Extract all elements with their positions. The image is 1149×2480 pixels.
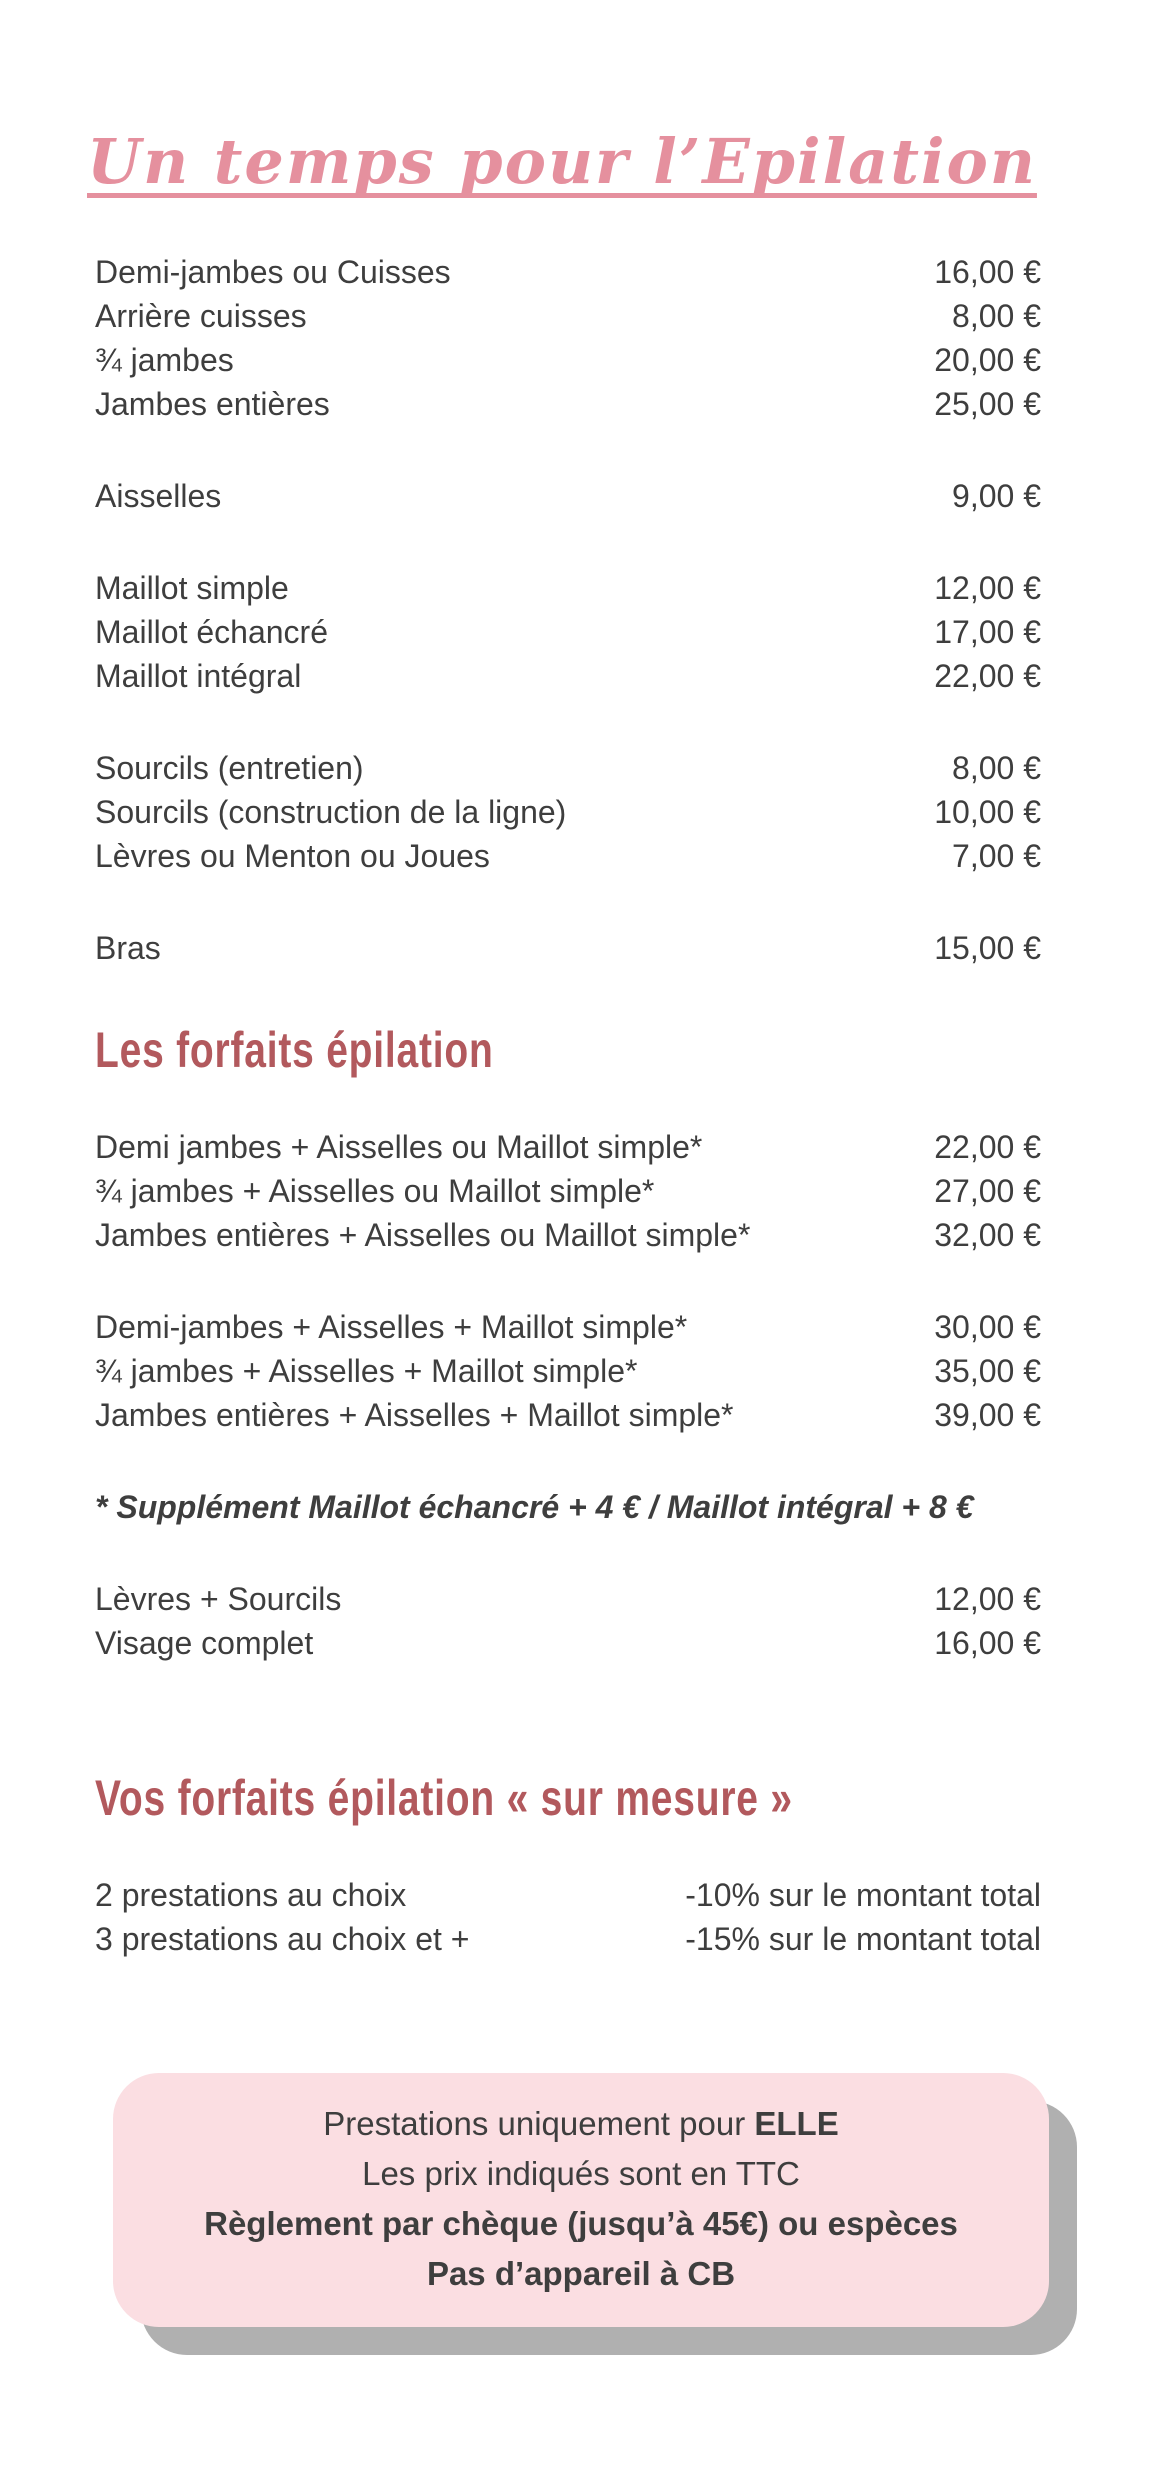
item-label: Jambes entières + Aisselles ou Maillot simple* xyxy=(95,1217,751,1254)
price-row xyxy=(95,654,1041,698)
info-line-no-card: Pas d’appareil à CB xyxy=(426,2255,736,2293)
info-box xyxy=(113,2073,1049,2327)
info-line-clientele-bold: ELLE xyxy=(754,2105,839,2143)
price-row xyxy=(95,1393,1041,1437)
info-line-clientele-text: Prestations uniquement pour xyxy=(323,2105,755,2143)
discount-label: 3 prestations au choix et + xyxy=(95,1921,470,1958)
section-heading-forfaits xyxy=(95,1023,1041,1077)
item-price: 8,00 € xyxy=(952,298,1041,335)
item-price: 12,00 € xyxy=(934,570,1041,607)
item-label: Sourcils (construction de la ligne) xyxy=(95,794,567,831)
item-price: 7,00 € xyxy=(952,838,1041,875)
item-price: 39,00 € xyxy=(934,1397,1041,1434)
price-row xyxy=(95,566,1041,610)
discount-value: -15% sur le montant total xyxy=(685,1921,1041,1958)
discount-value: -10% sur le montant total xyxy=(685,1877,1041,1914)
price-row xyxy=(95,250,1041,294)
item-price: 8,00 € xyxy=(952,750,1041,787)
page-title xyxy=(87,125,1041,198)
discount-row xyxy=(95,1873,1041,1917)
price-row xyxy=(95,834,1041,878)
price-row xyxy=(95,1169,1041,1213)
face-group xyxy=(95,746,1041,878)
price-row xyxy=(95,746,1041,790)
price-row xyxy=(95,1125,1041,1169)
item-label: Demi-jambes + Aisselles + Maillot simple* xyxy=(95,1309,688,1346)
item-label: ¾ jambes xyxy=(95,342,234,379)
page-title-text: Un temps pour l’Epilation xyxy=(87,125,1037,198)
item-label: Lèvres ou Menton ou Joues xyxy=(95,838,490,875)
item-price: 10,00 € xyxy=(934,794,1041,831)
item-price: 22,00 € xyxy=(934,658,1041,695)
item-label: ¾ jambes + Aisselles ou Maillot simple* xyxy=(95,1173,655,1210)
discount-row xyxy=(95,1917,1041,1961)
item-label: Maillot simple xyxy=(95,570,289,607)
price-row xyxy=(95,1213,1041,1257)
price-row xyxy=(95,1349,1041,1393)
section-heading-sur-mesure-text: Vos forfaits épilation « sur mesure » xyxy=(95,1770,793,1827)
section-heading-forfaits-text: Les forfaits épilation xyxy=(95,1022,494,1079)
item-label: Jambes entières + Aisselles + Maillot simple* xyxy=(95,1397,734,1434)
arms-group xyxy=(95,926,1041,970)
forfaits-et-group xyxy=(95,1305,1041,1437)
item-price: 16,00 € xyxy=(934,1625,1041,1662)
item-price: 9,00 € xyxy=(952,478,1041,515)
discount-label: 2 prestations au choix xyxy=(95,1877,407,1914)
item-label: Arrière cuisses xyxy=(95,298,307,335)
item-label: Maillot échancré xyxy=(95,614,328,651)
item-label: Bras xyxy=(95,930,161,967)
forfaits-ou-group xyxy=(95,1125,1041,1257)
item-price: 32,00 € xyxy=(934,1217,1041,1254)
item-price: 16,00 € xyxy=(934,254,1041,291)
face-forfaits-group xyxy=(95,1577,1041,1665)
item-label: ¾ jambes + Aisselles + Maillot simple* xyxy=(95,1353,638,1390)
info-line-ttc: Les prix indiqués sont en TTC xyxy=(362,2155,800,2193)
price-row xyxy=(95,338,1041,382)
item-label: Demi-jambes ou Cuisses xyxy=(95,254,451,291)
item-label: Lèvres + Sourcils xyxy=(95,1581,342,1618)
supplement-note: * Supplément Maillot échancré + 4 € / Maillot intégral + 8 € xyxy=(95,1489,974,1526)
sur-mesure-group xyxy=(95,1873,1041,1961)
bikini-group xyxy=(95,566,1041,698)
section-heading-sur-mesure xyxy=(95,1771,1041,1825)
price-row xyxy=(95,926,1041,970)
item-price: 25,00 € xyxy=(934,386,1041,423)
price-row xyxy=(95,1305,1041,1349)
item-label: Visage complet xyxy=(95,1625,314,1662)
price-row xyxy=(95,790,1041,834)
item-price: 20,00 € xyxy=(934,342,1041,379)
item-label: Maillot intégral xyxy=(95,658,302,695)
item-label: Jambes entières xyxy=(95,386,330,423)
item-label: Sourcils (entretien) xyxy=(95,750,364,787)
price-row xyxy=(95,294,1041,338)
item-price: 27,00 € xyxy=(934,1173,1041,1210)
item-price: 17,00 € xyxy=(934,614,1041,651)
price-row xyxy=(95,1621,1041,1665)
item-label: Aisselles xyxy=(95,478,222,515)
price-row xyxy=(95,382,1041,426)
info-line-payment: Règlement par chèque (jusqu’à 45€) ou espèces xyxy=(204,2205,958,2243)
underarms-group xyxy=(95,474,1041,518)
price-row xyxy=(95,474,1041,518)
legs-group xyxy=(95,250,1041,426)
item-price: 35,00 € xyxy=(934,1353,1041,1390)
item-price: 15,00 € xyxy=(934,930,1041,967)
price-row xyxy=(95,1577,1041,1621)
info-line-clientele xyxy=(133,2099,1029,2149)
item-price: 22,00 € xyxy=(934,1129,1041,1166)
price-row xyxy=(95,610,1041,654)
item-price: 12,00 € xyxy=(934,1581,1041,1618)
item-label: Demi jambes + Aisselles ou Maillot simple* xyxy=(95,1129,703,1166)
item-price: 30,00 € xyxy=(934,1309,1041,1346)
